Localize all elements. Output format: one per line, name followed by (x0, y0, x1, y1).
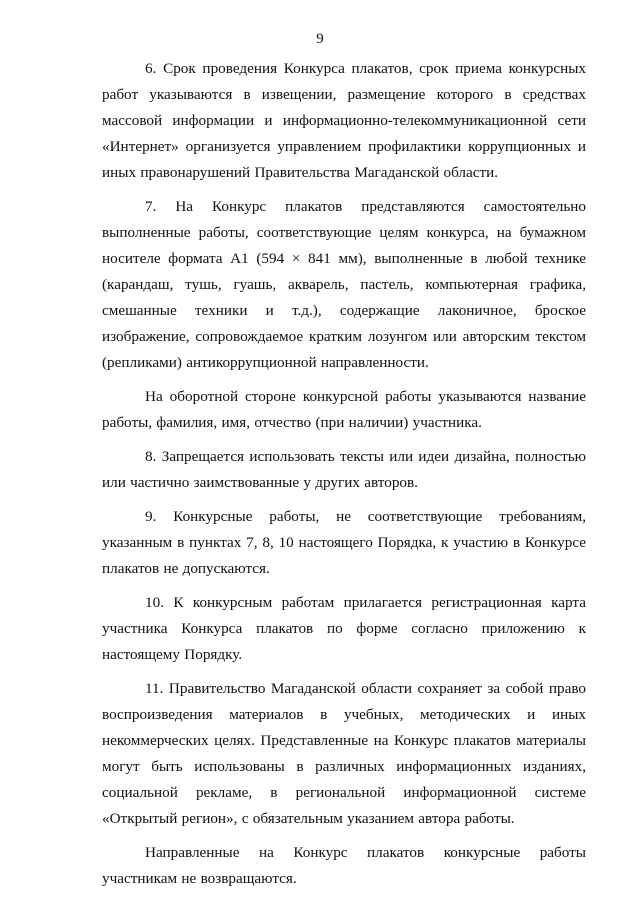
document-body (102, 56, 586, 892)
paragraph-not-returned: Направленные на Конкурс плакатов конкурсные работы участникам не возвращаются. (102, 844, 586, 887)
paragraph-item-10: 10. К конкурсным работам прилагается регистрационная карта участника Конкурса плакатов по форме согласно приложению к настоящему Порядку. (102, 594, 586, 663)
paragraph-item-8: 8. Запрещается использовать тексты или идеи дизайна, полностью или частично заимствованные у других авторов. (102, 448, 586, 491)
paragraph-item-7: 7. На Конкурс плакатов представляются самостоятельно выполненные работы, соответствующие целям конкурса, на бумажном носителе формата А1 (594 × 841 мм), выполненные в любой технике (карандаш, тушь, гуашь, акварель, пастель, компьютерная графика, смешанные техники и т.д.), содержащие лаконичное, броское изображение, сопровождаемое кратким лозунгом или авторским текстом (репликами) антикоррупционной направленности. (102, 198, 586, 371)
paragraph-item-11: 11. Правительство Магаданской области сохраняет за собой право воспроизведения материалов в учебных, методических и иных некоммерческих целях. Представленные на Конкурс плакатов материалы могут быть использованы в различных информационных изданиях, социальной рекламе, в региональной информационной системе «Открытый регион», с обязательным указанием автора работы. (102, 680, 586, 827)
paragraph-item-9: 9. Конкурсные работы, не соответствующие требованиям, указанным в пунктах 7, 8, 10 настоящего Порядка, к участию в Конкурсе плакатов не допускаются. (102, 508, 586, 577)
paragraph-reverse-side: На оборотной стороне конкурсной работы указываются название работы, фамилия, имя, отчество (при наличии) участника. (102, 388, 586, 431)
page-number: 9 (316, 31, 324, 47)
paragraph-item-6: 6. Срок проведения Конкурса плакатов, срок приема конкурсных работ указываются в извещении, размещение которого в средствах массовой информации и информационно-телекоммуникационной сети «Интернет» организуется управлением профилактики коррупционных и иных правонарушений Правительства Магаданской области. (102, 60, 586, 181)
